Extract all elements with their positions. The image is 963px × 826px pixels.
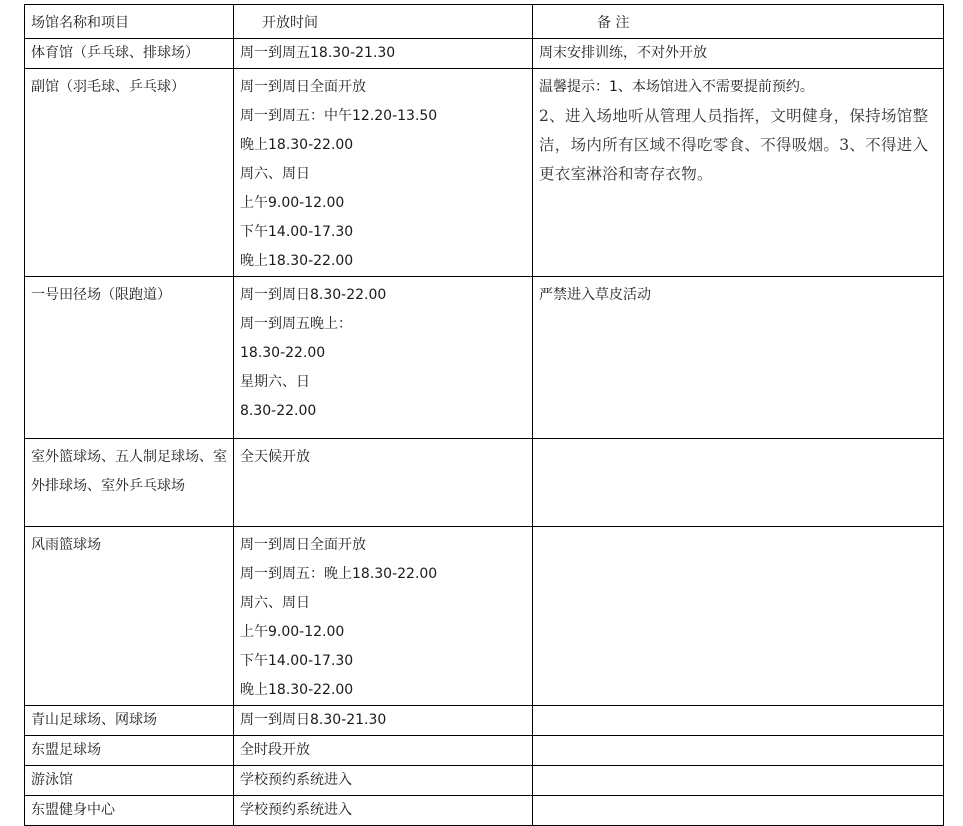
table-row [25, 736, 944, 766]
venue-name-cell [25, 527, 234, 706]
opening-hours-cell [234, 277, 533, 439]
venue-name-cell [25, 69, 234, 277]
venue-name: 一号田径场（限跑道） [31, 287, 171, 303]
hours-line: 周六、周日 [240, 595, 310, 611]
hours-line: 周一到周五：晚上18.30-22.00 [240, 566, 438, 582]
table-row [25, 766, 944, 796]
hours-line: 周一到周五：中午12.20-13.50 [240, 108, 438, 124]
note-line: 严禁进入草皮活动 [539, 287, 651, 303]
hours-line: 上午9.00-12.00 [240, 195, 345, 211]
header-opening-hours-text: 开放时间 [262, 15, 318, 31]
opening-hours-cell [234, 527, 533, 706]
notes-cell [533, 69, 944, 277]
header-notes [533, 5, 944, 39]
hours-line: 晚上18.30-22.00 [240, 682, 354, 698]
hours-line: 晚上18.30-22.00 [240, 137, 354, 153]
hours-line: 星期六、日 [240, 374, 310, 390]
notes-cell [533, 766, 944, 796]
hours-line: 周一到周日8.30-21.30 [240, 712, 387, 728]
header-venue-name-text: 场馆名称和项目 [31, 15, 129, 31]
hours-line: 学校预约系统进入 [240, 772, 352, 788]
table-row [25, 796, 944, 826]
header-notes-text: 备 注 [597, 15, 630, 31]
venue-name-cell [25, 706, 234, 736]
venue-name-cell [25, 796, 234, 826]
venue-name: 东盟足球场 [31, 742, 101, 758]
table-header-row [25, 5, 944, 39]
venue-name: 体育馆（乒乓球、排球场） [31, 45, 199, 61]
hours-line: 下午14.00-17.30 [240, 224, 354, 240]
notes-cell [533, 736, 944, 766]
venue-name: 青山足球场、网球场 [31, 712, 157, 728]
notes-cell [533, 796, 944, 826]
opening-hours-cell [234, 766, 533, 796]
hours-line: 晚上18.30-22.00 [240, 253, 354, 269]
venue-name: 室外篮球场、五人制足球场、室外排球场、室外乒乓球场 [31, 449, 227, 494]
venue-name: 东盟健身中心 [31, 802, 115, 818]
notes-cell [533, 706, 944, 736]
opening-hours-cell [234, 39, 533, 69]
opening-hours-cell [234, 796, 533, 826]
notes-cell [533, 39, 944, 69]
table-row [25, 527, 944, 706]
venue-name: 游泳馆 [31, 772, 73, 788]
venue-name-cell [25, 277, 234, 439]
hours-line: 周一到周日全面开放 [240, 79, 366, 95]
table-row [25, 277, 944, 439]
hours-line: 周一到周五18.30-21.30 [240, 45, 396, 61]
hours-line: 18.30-22.00 [240, 345, 326, 361]
opening-hours-cell [234, 439, 533, 527]
opening-hours-cell [234, 69, 533, 277]
table-row [25, 439, 944, 527]
notes-cell [533, 527, 944, 706]
note-paragraph: 2、进入场地听从管理人员指挥，文明健身，保持场馆整洁，场内所有区域不得吃零食、不得吸烟。3、不得进入更衣室淋浴和寄存衣物。 [539, 107, 929, 183]
hours-line: 学校预约系统进入 [240, 802, 352, 818]
hours-line: 周一到周日8.30-22.00 [240, 287, 387, 303]
venue-name-cell [25, 439, 234, 527]
header-opening-hours [234, 5, 533, 39]
hours-line: 周一到周日全面开放 [240, 537, 366, 553]
venue-hours-table [24, 4, 944, 826]
venue-name-cell [25, 766, 234, 796]
table-row [25, 39, 944, 69]
hours-line: 下午14.00-17.30 [240, 653, 354, 669]
venue-name-cell [25, 39, 234, 69]
table-row [25, 706, 944, 736]
hours-line: 全天候开放 [240, 449, 310, 465]
header-venue-name [25, 5, 234, 39]
hours-line: 全时段开放 [240, 742, 310, 758]
opening-hours-cell [234, 736, 533, 766]
hours-line: 上午9.00-12.00 [240, 624, 345, 640]
opening-hours-cell [234, 706, 533, 736]
hours-line: 8.30-22.00 [240, 403, 317, 419]
venue-name: 副馆（羽毛球、乒乓球） [31, 79, 185, 95]
note-line: 温馨提示：1、本场馆进入不需要提前预约。 [539, 79, 814, 95]
note-line: 周末安排训练，不对外开放 [539, 45, 707, 61]
hours-line: 周一到周五晚上： [240, 316, 352, 332]
table-row [25, 69, 944, 277]
venue-name-cell [25, 736, 234, 766]
venue-name: 风雨篮球场 [31, 537, 101, 553]
hours-line: 周六、周日 [240, 166, 310, 182]
notes-cell [533, 439, 944, 527]
notes-cell [533, 277, 944, 439]
